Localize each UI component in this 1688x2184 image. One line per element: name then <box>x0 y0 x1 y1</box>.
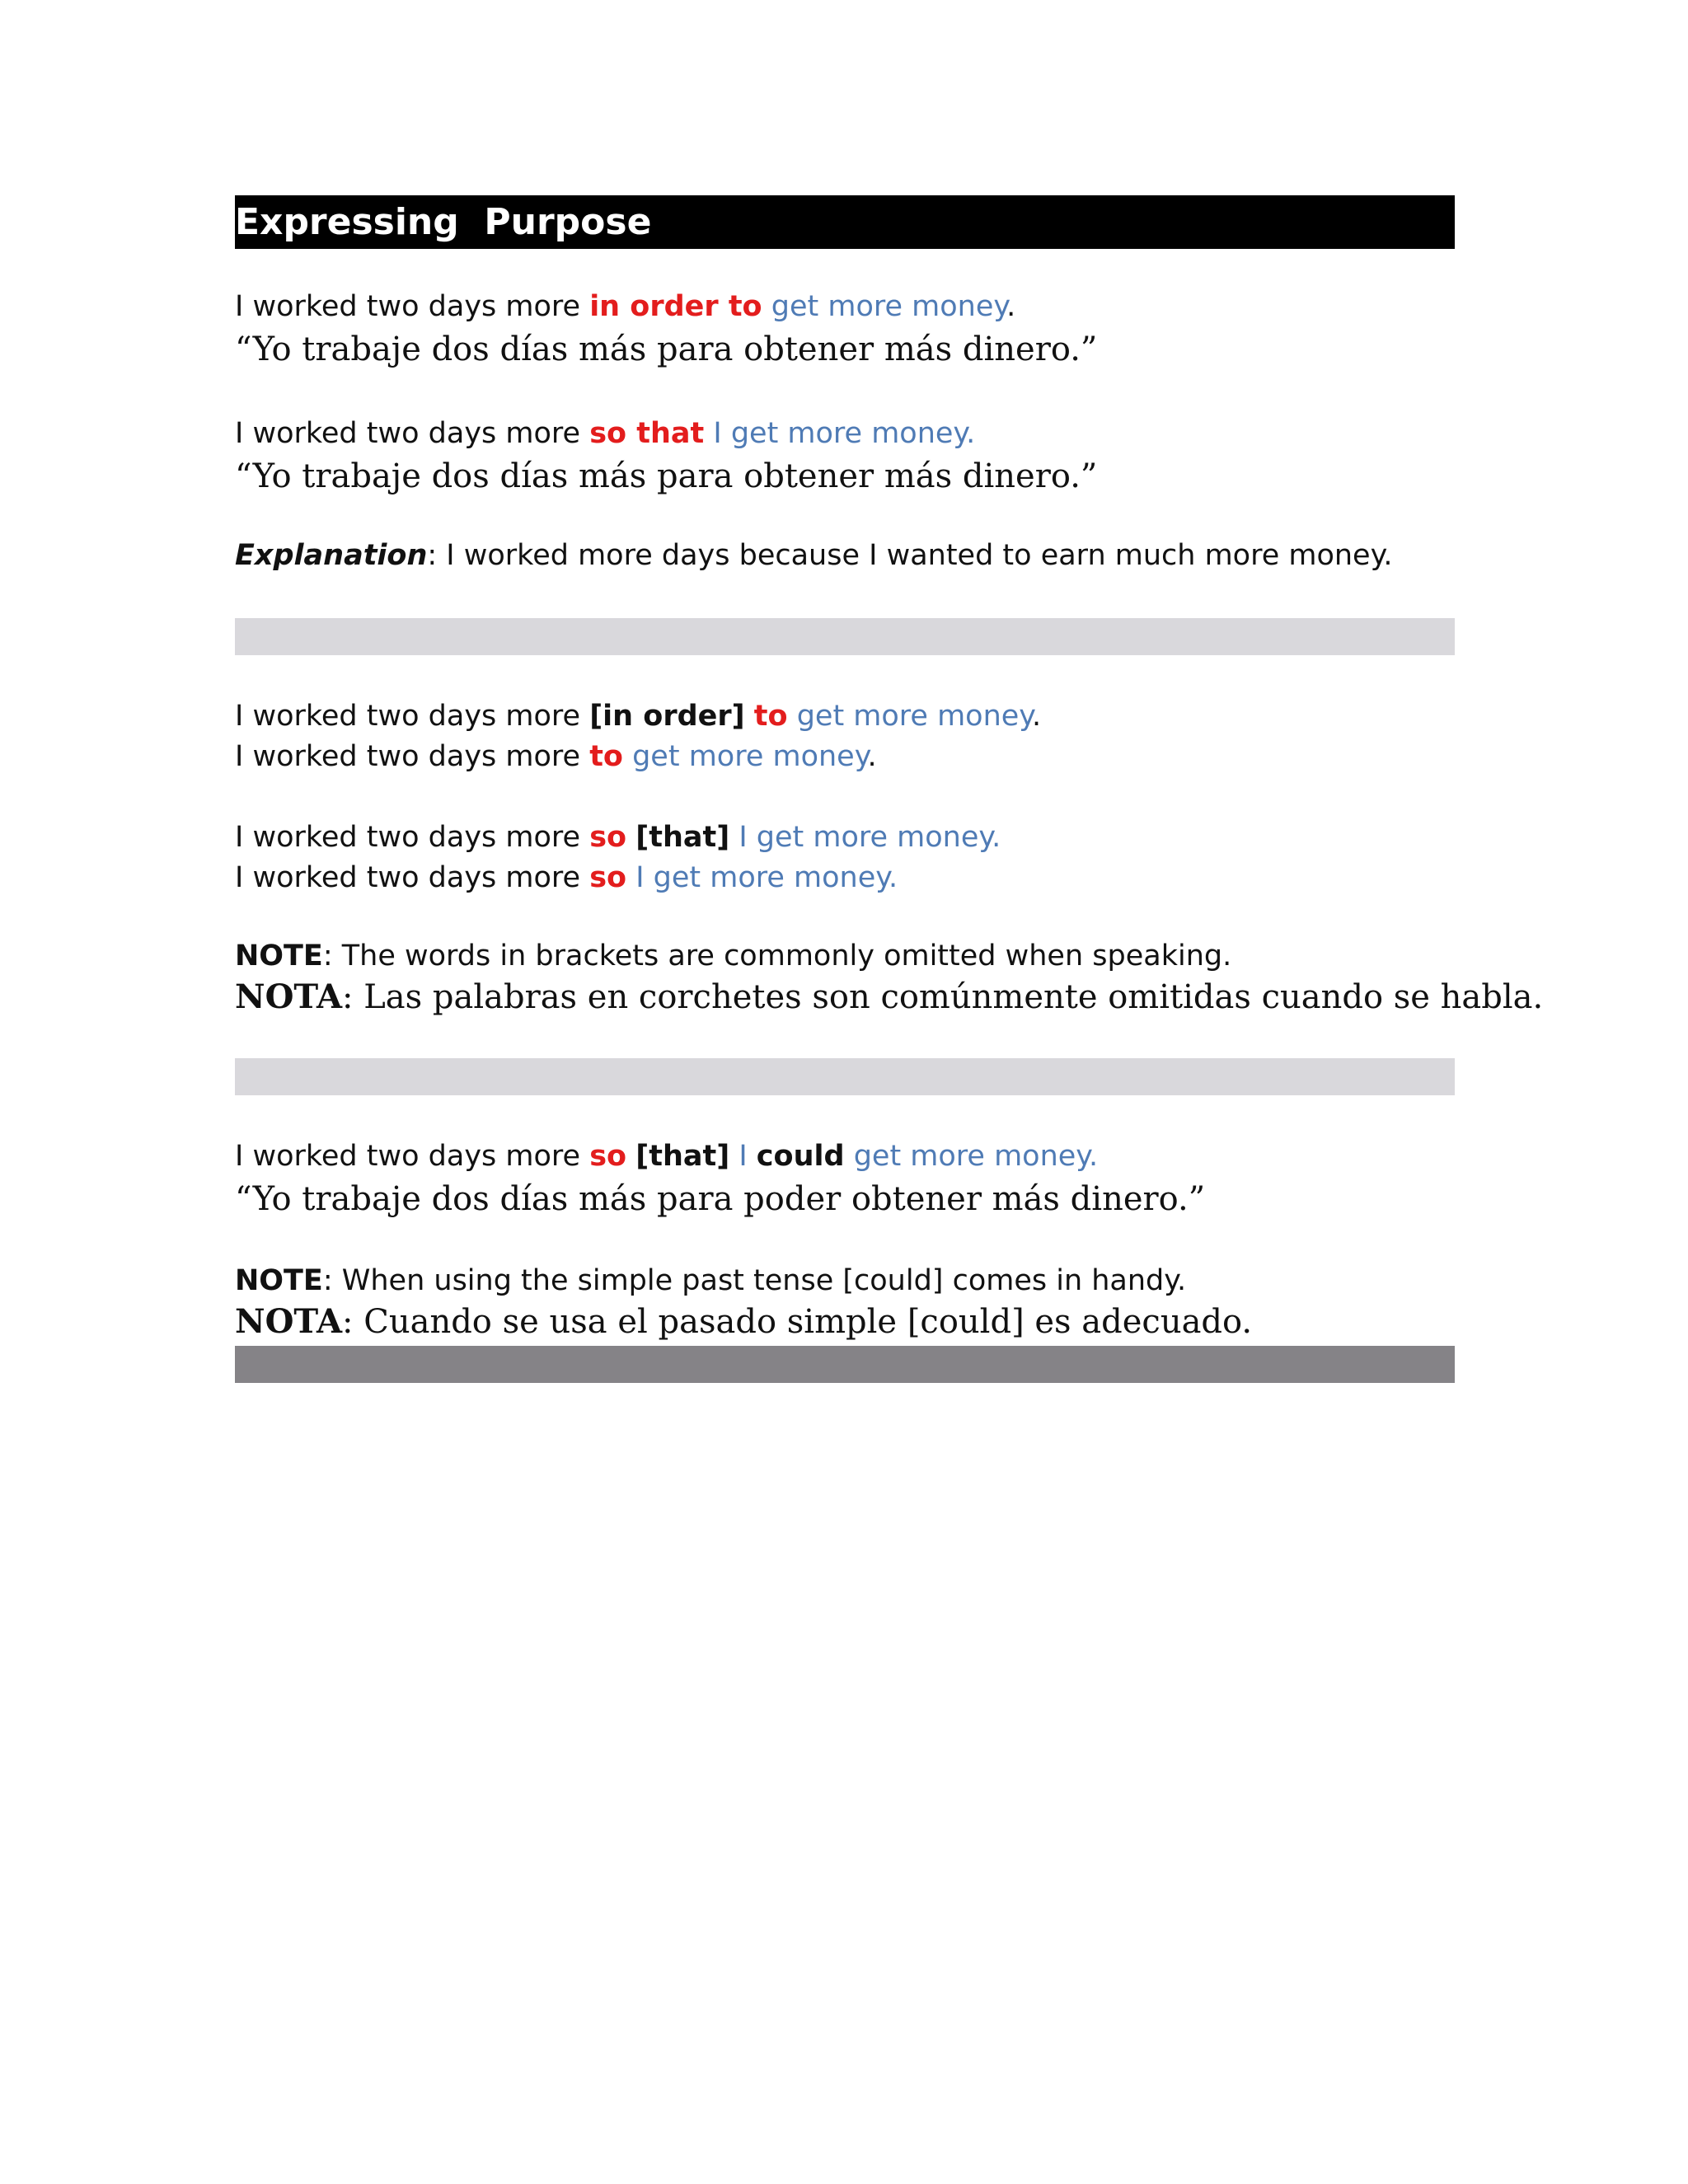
sentence-end: . <box>1006 290 1016 323</box>
nota-label: NOTA <box>235 977 343 1016</box>
space <box>762 290 771 323</box>
note-english <box>235 937 1231 975</box>
note-label: NOTE <box>235 940 323 972</box>
spanish-translation-3: “Yo trabaje dos días más para poder obtener más dinero.” <box>235 1180 1206 1218</box>
note-label: NOTE <box>235 1264 323 1297</box>
sentence-end: . <box>1032 700 1042 733</box>
key-phrase: so that <box>589 417 705 450</box>
page-title: Expressing Purpose <box>235 195 1455 249</box>
example-so-that-could <box>235 1137 1098 1175</box>
key-phrase: so <box>589 861 627 894</box>
note-spanish <box>235 977 1543 1018</box>
space <box>626 821 635 854</box>
sentence-start: I worked two days more <box>235 417 590 450</box>
note-text: : When using the simple past tense [could] comes in handy. <box>322 1264 1187 1297</box>
purpose-clause: get more money <box>771 290 1007 323</box>
section-divider-3 <box>235 1346 1455 1383</box>
example-so-that <box>235 415 975 452</box>
nota-label: NOTA <box>235 1302 343 1341</box>
purpose-clause: get more money <box>787 700 1033 733</box>
key-phrase: so <box>589 1140 627 1173</box>
sentence-start: I worked two days more <box>235 290 590 323</box>
key-phrase: in order to <box>589 290 762 323</box>
section-divider-2 <box>235 1058 1455 1095</box>
purpose-clause: get more money <box>622 740 868 773</box>
explanation-text: : I worked more days because I wanted to earn much more money. <box>427 539 1393 572</box>
sentence-start: I worked two days more <box>235 700 590 733</box>
key-phrase: to <box>753 700 788 733</box>
sentence-end: . <box>867 740 877 773</box>
purpose-clause: I get more money. <box>704 417 976 450</box>
example-bracket-in-order <box>235 697 1041 735</box>
purpose-clause: get more money. <box>844 1140 1099 1173</box>
nota-text: : Cuando se usa el pasado simple [could] es adecuado. <box>342 1303 1253 1341</box>
space <box>745 700 754 733</box>
explanation-label: Explanation <box>235 539 428 572</box>
note-english-2 <box>235 1262 1186 1300</box>
example-so-bracket-that <box>235 818 1001 856</box>
spanish-translation-1: “Yo trabaje dos días más para obtener más dinero.” <box>235 330 1098 368</box>
example-in-order-to <box>235 288 1015 326</box>
space <box>626 1140 635 1173</box>
sentence-start: I worked two days more <box>235 861 590 894</box>
sentence-start: I worked two days more <box>235 1140 590 1173</box>
nota-text: : Las palabras en corchetes son comúnmente omitidas cuando se habla. <box>342 978 1544 1016</box>
sentence-start: I worked two days more <box>235 821 590 854</box>
example-so <box>235 859 898 897</box>
modal-verb: could <box>756 1140 845 1173</box>
note-text: : The words in brackets are commonly omitted when speaking. <box>322 940 1232 972</box>
note-spanish-2 <box>235 1301 1252 1343</box>
subject-pronoun: I <box>729 1140 757 1173</box>
purpose-clause: I get more money. <box>626 861 898 894</box>
spanish-translation-2: “Yo trabaje dos días más para obtener más dinero.” <box>235 457 1098 495</box>
key-phrase: to <box>589 740 623 773</box>
bracketed-words: [in order] <box>589 700 745 733</box>
section-divider-1 <box>235 618 1455 655</box>
bracketed-words: [that] <box>635 821 730 854</box>
explanation <box>235 537 1392 574</box>
example-to <box>235 738 877 776</box>
key-phrase: so <box>589 821 627 854</box>
sentence-start: I worked two days more <box>235 740 590 773</box>
bracketed-words: [that] <box>635 1140 730 1173</box>
purpose-clause: I get more money. <box>729 821 1001 854</box>
